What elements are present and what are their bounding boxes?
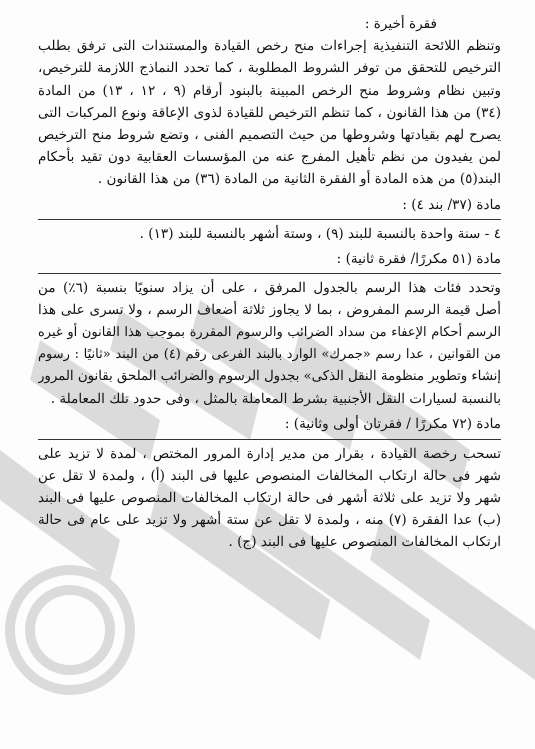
section-divider	[38, 439, 501, 440]
text-line: لمن يفيدون من نظم تأهيل المفرج عنه من المؤسسات العقابية دون تقيد بأحكام	[38, 149, 501, 166]
text-line: يصرح لهم بقيادتها وشروطها من حيث التصميم الفنى ، وتضع شروط منح الترخيص	[38, 127, 501, 144]
text-line: ارتكاب المخالفات المنصوص عليها فى البند (ج) .	[228, 534, 501, 551]
text-line: تسحب رخصة القيادة ، بقرار من مدير إدارة المرور المختص ، لمدة لا تزيد على	[38, 445, 501, 462]
document-body	[38, 10, 501, 554]
section-heading: مادة (٧٢ مكررًا / فقرتان أولى وثانية) :	[284, 416, 501, 433]
text-line: (ب) عدا الفقرة (٧) منه ، ولمدة لا تقل عن ستة أشهر ولا تزيد على عام فى حالة	[38, 512, 501, 529]
section-heading: مادة (٣٧/ بند ٤) :	[402, 196, 501, 213]
text-line: (٣٤) من هذا القانون ، كما تنظم الترخيص للقيادة لذوى الإعاقة ونوع المركبات التى	[38, 104, 501, 121]
text-line: من القوانين ، عدا رسم «جمرك» الوارد بالبند الفرعى رقم (٤) من البند «ثانيًا : رسوم	[38, 346, 501, 362]
text-line: وتحدد فئات هذا الرسم بالجدول المرفق ، على أن يزاد سنويًا بنسبة (٦٪) من	[38, 280, 501, 297]
section-divider	[38, 273, 501, 274]
text-line: أصل قيمة الرسم المفروض ، بما لا يجاوز ثلاثة أضعاف الرسم ، ولا تسرى على هذا	[38, 302, 501, 319]
text-line: الرسم أحكام الإعفاء من سداد الضرائب والرسوم المقررة بموجب هذا القانون أو غيره	[38, 324, 501, 340]
text-line: وتبين نظام وشروط منح الرخص المبينة بالبنود أرقام (٩ ، ١٢ ، ١٣) من المادة	[38, 82, 501, 99]
text-line: وتنظم اللائحة التنفيذية إجراءات منح رخص القيادة والمستندات التى ترفق بطلب	[38, 38, 501, 55]
text-line: شهر فى حالة ارتكاب المخالفات المنصوص عليها فى البند (أ) ، ولمدة لا تقل عن	[38, 467, 501, 484]
section-heading: مادة (٥١ مكررًا/ فقرة ثانية) :	[336, 251, 501, 268]
text-line: الترخيص للتحقق من توفر الشروط المطلوبة ، كما تحدد النماذج اللازمة للترخيص،	[38, 60, 501, 77]
section-heading: فقرة أخيرة :	[364, 16, 437, 32]
section-divider	[38, 219, 501, 220]
text-line: شهر ولا تزيد على ثلاثة أشهر فى حالة ارتكاب المخالفات المنصوص عليها فى البند	[38, 490, 501, 507]
text-line: إنشاء وتطوير منظومة النقل الذكى» بجدول الرسوم والضرائب الملحق بقانون المرور	[38, 369, 501, 385]
text-line: بالنسبة لسيارات النقل الأجنبية بشرط المعاملة بالمثل ، وفى حدود تلك المعاملة .	[50, 391, 501, 408]
text-line: ٤ - سنة واحدة بالنسبة للبند (٩) ، وستة أشهر بالنسبة للبند (١٣) .	[139, 225, 501, 242]
text-line: البند(٥) من هذه المادة أو الفقرة الثانية من المادة (٣٦) من هذا القانون .	[97, 171, 501, 188]
